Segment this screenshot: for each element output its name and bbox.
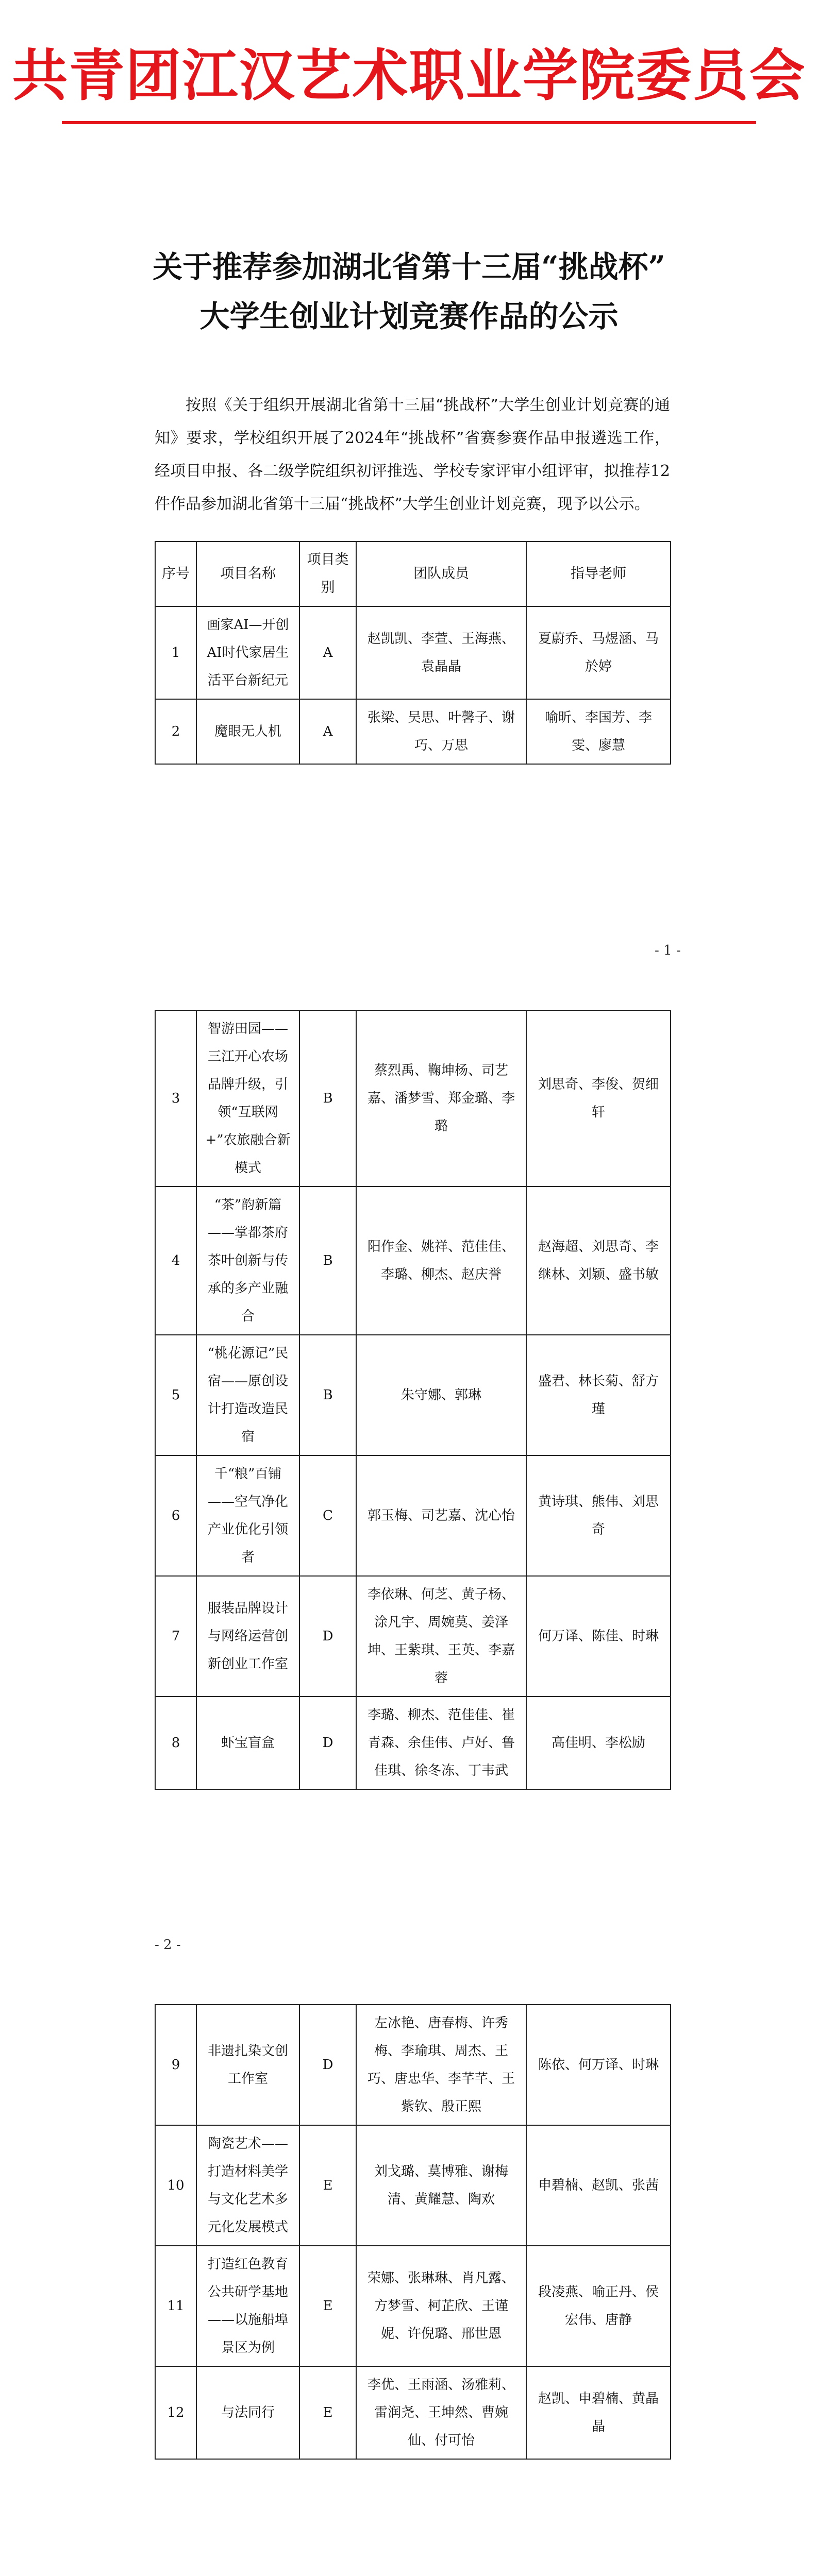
cell-team: 李璐、柳杰、范佳佳、崔青森、余佳伟、卢好、鲁佳琪、徐冬冻、丁韦武 bbox=[356, 1697, 526, 1789]
cell-name: 非遗扎染文创工作室 bbox=[196, 2005, 299, 2125]
letterhead-rule bbox=[62, 121, 756, 124]
title-line-2: 大学生创业计划竞赛作品的公示 bbox=[199, 299, 619, 334]
cell-seq: 2 bbox=[155, 699, 196, 764]
table-row bbox=[155, 1187, 671, 1335]
table-row bbox=[155, 1697, 671, 1789]
cell-seq: 12 bbox=[155, 2366, 196, 2459]
table-row bbox=[155, 1010, 671, 1187]
cell-category: E bbox=[299, 2125, 356, 2246]
cell-advisor: 赵海超、刘思奇、李继林、刘颖、盛书敏 bbox=[526, 1187, 671, 1335]
cell-name: 千“粮”百铺——空气净化产业优化引领者 bbox=[196, 1455, 299, 1576]
table-row bbox=[155, 2366, 671, 2459]
cell-name: 画家AI—开创AI时代家居生活平台新纪元 bbox=[196, 606, 299, 699]
cell-advisor: 黄诗琪、熊伟、刘思奇 bbox=[526, 1455, 671, 1576]
table-row bbox=[155, 1576, 671, 1697]
cell-seq: 1 bbox=[155, 606, 196, 699]
table-row bbox=[155, 2246, 671, 2366]
cell-team: 蔡烈禹、鞠坤杨、司艺嘉、潘梦雪、郑金璐、李璐 bbox=[356, 1010, 526, 1187]
cell-advisor: 刘思奇、李俊、贺细轩 bbox=[526, 1010, 671, 1187]
document-title bbox=[0, 242, 818, 341]
cell-team: 刘戈璐、莫博雅、谢梅清、黄耀慧、陶欢 bbox=[356, 2125, 526, 2246]
cell-name: 陶瓷艺术——打造材料美学与文化艺术多元化发展模式 bbox=[196, 2125, 299, 2246]
table-header-row bbox=[155, 541, 671, 606]
cell-team: 朱守娜、郭琳 bbox=[356, 1335, 526, 1455]
table-row bbox=[155, 606, 671, 699]
cell-team: 荣娜、张琳琳、肖凡露、方梦雪、柯芷欣、王谨妮、许倪璐、邢世恩 bbox=[356, 2246, 526, 2366]
project-table-part-2 bbox=[155, 1010, 671, 1790]
page-number: - 1 - bbox=[655, 943, 681, 958]
cell-seq: 4 bbox=[155, 1187, 196, 1335]
document-body: 按照《关于组织开展湖北省第十三届“挑战杯”大学生创业计划竞赛的通知》要求，学校组织开展了2024年“挑战杯”省赛参赛作品申报遴选工作，经项目申报、各二级学院组织初评推选、学校专家评审小组评审，拟推荐12件作品参加湖北省第十三届“挑战杯”大学生创业计划竞赛，现予以公示。 bbox=[155, 396, 670, 513]
page-3 bbox=[0, 1973, 818, 2576]
cell-advisor: 夏蔚乔、马煜涵、马於婷 bbox=[526, 606, 671, 699]
cell-seq: 3 bbox=[155, 1010, 196, 1187]
header-team: 团队成员 bbox=[356, 541, 526, 606]
cell-name: 打造红色教育公共研学基地——以施船埠景区为例 bbox=[196, 2246, 299, 2366]
cell-advisor: 申碧楠、赵凯、张茜 bbox=[526, 2125, 671, 2246]
page-number: - 2 - bbox=[155, 1937, 181, 1953]
cell-category: C bbox=[299, 1455, 356, 1576]
cell-seq: 9 bbox=[155, 2005, 196, 2125]
cell-team: 赵凯凯、李萱、王海燕、袁晶晶 bbox=[356, 606, 526, 699]
cell-advisor: 喻昕、李国芳、李雯、廖慧 bbox=[526, 699, 671, 764]
cell-seq: 8 bbox=[155, 1697, 196, 1789]
cell-name: “茶”韵新篇——掌都茶府茶叶创新与传承的多产业融合 bbox=[196, 1187, 299, 1335]
cell-advisor: 何万译、陈佳、时琳 bbox=[526, 1576, 671, 1697]
cell-advisor: 赵凯、申碧楠、黄晶晶 bbox=[526, 2366, 671, 2459]
cell-team: 李优、王雨涵、汤雅莉、雷润尧、王坤然、曹婉仙、付可怡 bbox=[356, 2366, 526, 2459]
project-table-part-1 bbox=[155, 541, 671, 765]
table-row bbox=[155, 2125, 671, 2246]
cell-seq: 7 bbox=[155, 1576, 196, 1697]
cell-seq: 11 bbox=[155, 2246, 196, 2366]
cell-team: 左冰艳、唐春梅、许秀梅、李瑜琪、周杰、王巧、唐忠华、李芊芊、王紫钦、殷正熙 bbox=[356, 2005, 526, 2125]
cell-category: A bbox=[299, 699, 356, 764]
cell-name: 智游田园——三江开心农场品牌升级，引领“互联网+”农旅融合新模式 bbox=[196, 1010, 299, 1187]
project-table-part-3 bbox=[155, 2004, 671, 2460]
cell-seq: 6 bbox=[155, 1455, 196, 1576]
cell-name: “桃花源记”民宿——原创设计打造改造民宿 bbox=[196, 1335, 299, 1455]
page-1 bbox=[0, 0, 818, 979]
cell-seq: 10 bbox=[155, 2125, 196, 2246]
cell-team: 阳作金、姚祥、范佳佳、李璐、柳杰、赵庆誉 bbox=[356, 1187, 526, 1335]
table-row bbox=[155, 699, 671, 764]
cell-team: 张梁、吴思、叶馨子、谢巧、万思 bbox=[356, 699, 526, 764]
cell-advisor: 陈依、何万译、时琳 bbox=[526, 2005, 671, 2125]
table-row bbox=[155, 2005, 671, 2125]
title-line-1: 关于推荐参加湖北省第十三届“挑战杯” bbox=[153, 249, 665, 284]
letterhead-title: 共青团江汉艺术职业学院委员会 bbox=[12, 43, 806, 108]
cell-category: D bbox=[299, 2005, 356, 2125]
cell-category: B bbox=[299, 1335, 356, 1455]
cell-category: B bbox=[299, 1187, 356, 1335]
cell-name: 与法同行 bbox=[196, 2366, 299, 2459]
header-seq: 序号 bbox=[155, 541, 196, 606]
cell-category: B bbox=[299, 1010, 356, 1187]
cell-category: D bbox=[299, 1697, 356, 1789]
cell-category: A bbox=[299, 606, 356, 699]
cell-team: 李依琳、何芝、黄子杨、涂凡宇、周婉莫、姜泽坤、王紫琪、王英、李嘉蓉 bbox=[356, 1576, 526, 1697]
cell-advisor: 高佳明、李松励 bbox=[526, 1697, 671, 1789]
cell-advisor: 段凌燕、喻正丹、侯宏伟、唐静 bbox=[526, 2246, 671, 2366]
cell-name: 虾宝盲盒 bbox=[196, 1697, 299, 1789]
header-category: 项目类别 bbox=[299, 541, 356, 606]
page-2 bbox=[0, 979, 818, 1973]
table-row bbox=[155, 1455, 671, 1576]
cell-team: 郭玉梅、司艺嘉、沈心怡 bbox=[356, 1455, 526, 1576]
cell-name: 魔眼无人机 bbox=[196, 699, 299, 764]
cell-category: D bbox=[299, 1576, 356, 1697]
cell-category: E bbox=[299, 2246, 356, 2366]
cell-name: 服装品牌设计与网络运营创新创业工作室 bbox=[196, 1576, 299, 1697]
cell-category: E bbox=[299, 2366, 356, 2459]
cell-seq: 5 bbox=[155, 1335, 196, 1455]
cell-advisor: 盛君、林长菊、舒方瑾 bbox=[526, 1335, 671, 1455]
header-advisor: 指导老师 bbox=[526, 541, 671, 606]
header-name: 项目名称 bbox=[196, 541, 299, 606]
table-row bbox=[155, 1335, 671, 1455]
